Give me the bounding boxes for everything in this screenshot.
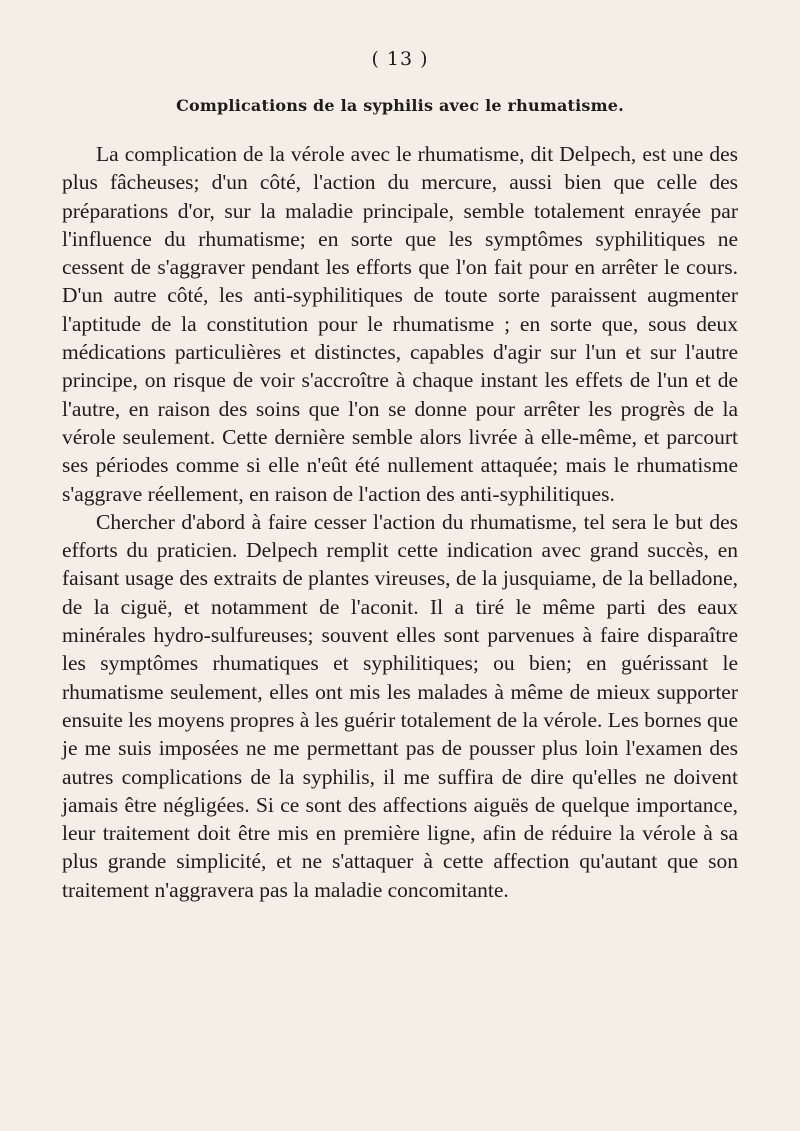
paragraph: La complication de la vérole avec le rhumatisme, dit Delpech, est une des plus fâcheuses; d'un côté, l'action du mercure, aussi bien que celle des préparations d'or, sur la maladie principale, semble totalement enrayée par l'influence du rhumatisme; en sorte que les symptômes syphilitiques ne cessent de s'aggraver pendant les efforts que l'on fait pour en arrêter le cours. D'un autre côté, les anti-syphilitiques de toute sorte paraissent augmenter l'aptitude de la constitution pour le rhumatisme ; en sorte que, sous deux médications particulières et distinctes, capables d'agir sur l'un et sur l'autre principe, on risque de voir s'accroître à chaque instant les effets de l'un et de l'autre, en raison des soins que l'on se donne pour arrêter les progrès de la vérole seulement. Cette dernière semble alors livrée à elle-même, et parcourt ses périodes comme si elle n'eût été nullement attaquée; mais le rhumatisme s'aggrave réellement, en raison de l'action des anti-syphilitiques.: [62, 142, 738, 506]
paragraph: Chercher d'abord à faire cesser l'action du rhumatisme, tel sera le but des efforts du praticien. Delpech remplit cette indication avec grand succès, en faisant usage des extraits de plantes vireuses, de la jusquiame, de la belladone, de la ciguë, et notamment de l'aconit. Il a tiré le même parti des eaux minérales hydro-sulfureuses; souvent elles sont parvenues à faire disparaître les symptômes rhumatiques et syphilitiques; ou bien; en guérissant le rhumatisme seulement, elles ont mis les malades à même de mieux supporter ensuite les moyens propres à les guérir totalement de la vérole. Les bornes que je me suis imposées ne me permettant pas de pousser plus loin l'examen des autres complications de la syphilis, il me suffira de dire qu'elles ne doivent jamais être négligées. Si ce sont des affections aiguës de quelque importance, leur traitement doit être mis en première ligne, afin de réduire la vérole à sa plus grande simplicité, et ne s'attaquer à cette affection qu'autant que son traitement n'aggravera pas la maladie concomitante.: [62, 509, 738, 902]
section-heading: Complications de la syphilis avec le rhumatisme.: [176, 96, 624, 115]
page-number: ( 13 ): [371, 48, 429, 70]
body-text: [62, 140, 738, 904]
